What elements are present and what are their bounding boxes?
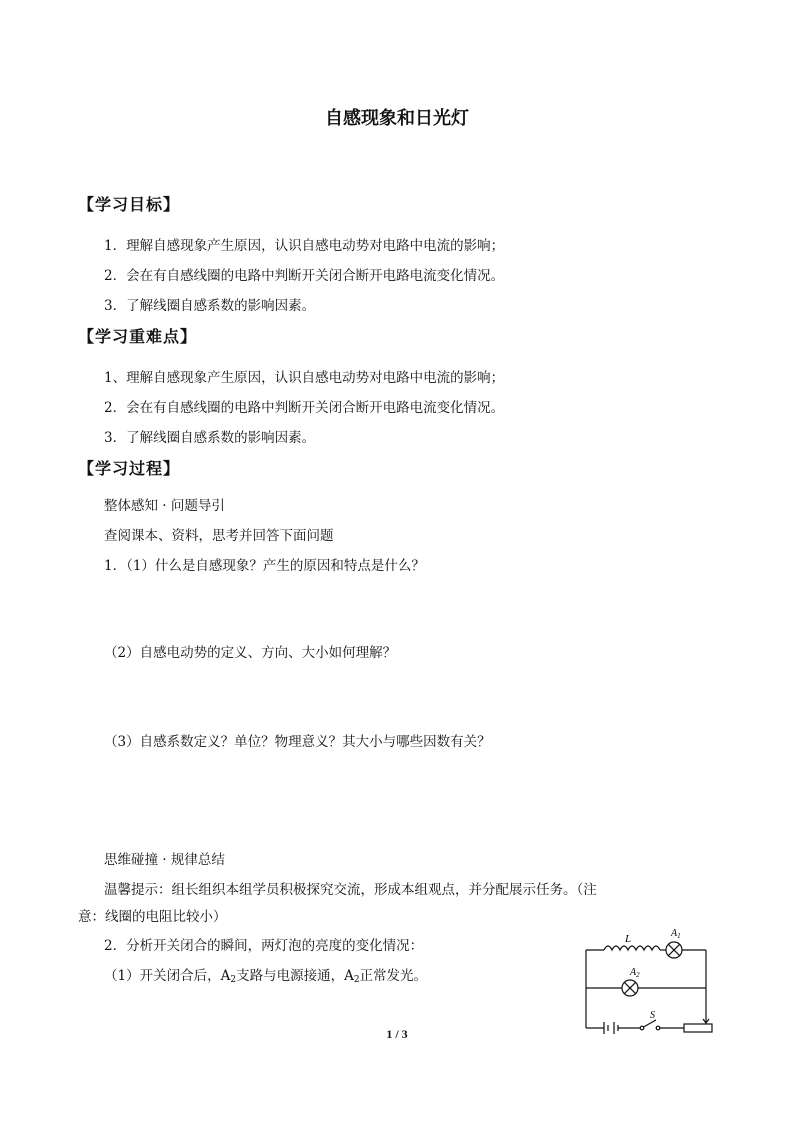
question-3: （3）自感系数定义？单位？物理意义？其大小与哪些因数有关？ bbox=[104, 734, 491, 750]
page-number: 1 / 3 bbox=[386, 1027, 408, 1041]
key-point-item-3: 3．了解线圈自感系数的影响因素。 bbox=[104, 430, 316, 446]
lamp-a2-label: $A_2$ bbox=[630, 967, 640, 979]
summary-title: 思维碰撞 · 规律总结 bbox=[104, 852, 225, 868]
objective-item-3: 3．了解线圈自感系数的影响因素。 bbox=[104, 298, 316, 314]
tip-line-2: 意：线圈的电阻比较小） bbox=[78, 909, 227, 925]
switch-label: S bbox=[650, 1010, 655, 1021]
key-point-item-1: 1、理解自感现象产生原因，认识自感电动势对电路中电流的影响； bbox=[104, 370, 505, 386]
inductor-coil bbox=[604, 946, 660, 950]
objective-item-1: 1．理解自感现象产生原因，认识自感电动势对电路中电流的影响； bbox=[104, 238, 505, 254]
page-title: 自感现象和日光灯 bbox=[325, 108, 469, 129]
circuit-diagram bbox=[578, 924, 718, 1040]
question-4-part-1: （1）开关闭合后，$A_2$支路与电源接通，$A_2$正常发光。 bbox=[104, 968, 428, 985]
question-2: （2）自感电动势的定义、方向、大小如何理解？ bbox=[104, 645, 397, 661]
tip-line-1: 温馨提示：组长组织本组学员积极探究交流，形成本组观点，并分配展示任务。（注 bbox=[104, 882, 597, 898]
intro-text: 查阅课本、资料，思考并回答下面问题 bbox=[104, 528, 334, 544]
question-1: 1．（1）什么是自感现象？产生的原因和特点是什么？ bbox=[104, 558, 425, 574]
objective-item-2: 2．会在有自感线圈的电路中判断开关闭合断开电路电流变化情况。 bbox=[104, 268, 505, 284]
inductor-label: L bbox=[625, 933, 632, 945]
lamp-a1-label: $A_1$ bbox=[671, 928, 681, 940]
intro-title: 整体感知 · 问题导引 bbox=[104, 498, 225, 514]
process-heading: 【学习过程】 bbox=[78, 459, 181, 478]
question-4: 2．分析开关闭合的瞬间，两灯泡的亮度的变化情况： bbox=[104, 938, 424, 954]
key-point-item-2: 2．会在有自感线圈的电路中判断开关闭合断开电路电流变化情况。 bbox=[104, 400, 505, 416]
objectives-heading: 【学习目标】 bbox=[78, 195, 181, 214]
switch-blade bbox=[644, 1020, 657, 1027]
key-points-heading: 【学习重难点】 bbox=[78, 327, 198, 346]
